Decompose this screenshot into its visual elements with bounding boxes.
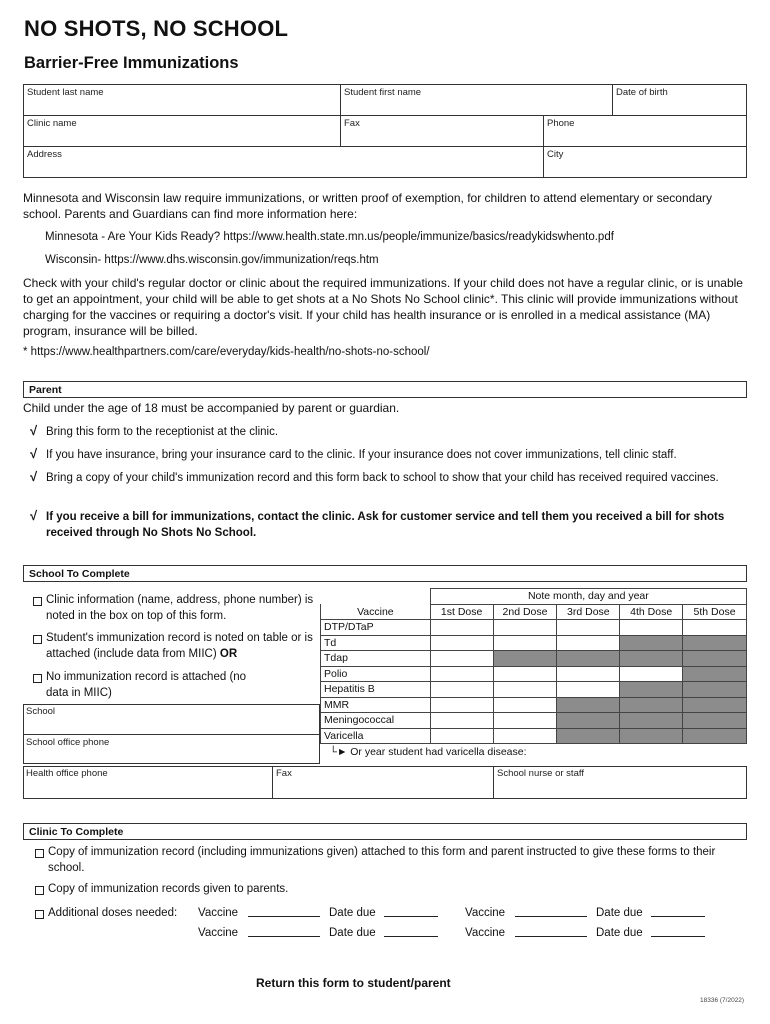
school-field[interactable]: School: [26, 706, 56, 717]
table-row: [321, 620, 747, 636]
parent-note: Child under the age of 18 must be accompanied by parent or guardian.: [23, 401, 400, 415]
checkmark-icon: √: [30, 508, 38, 523]
table-row: [321, 682, 747, 698]
dose-column-header: 1st Dose: [430, 604, 493, 620]
no-record-checkbox[interactable]: [33, 674, 42, 683]
records-given-checkbox[interactable]: [35, 886, 44, 895]
arrow-icon: └►: [329, 745, 348, 758]
clinic-option: Copy of immunization records given to parents.: [48, 883, 289, 895]
checkmark-icon: √: [30, 469, 38, 484]
clinic-info-checkbox[interactable]: [33, 597, 42, 606]
vaccine-name: DTP/DTaP: [321, 620, 431, 636]
intro-paragraph: Minnesota and Wisconsin law require immunizations, or written proof of exemption, for children to attend elementary or secondary school. Parents and Guardians can find more information here:: [23, 191, 712, 221]
clinic-paragraph: Check with your child's regular doctor or clinic about the required immunizations. If your child does not have a regular clinic, or is unable to get an appointment, your child will be able to get shots at a No Shots No School clinic*. This clinic will provide immunizations without charging for the vaccines or requiring a doctor's visit. If your child has health insurance or is enrolled in a medical assistance (MA) program, insurance will be billed.: [23, 276, 743, 338]
student-last-name-field[interactable]: Student last name: [27, 87, 104, 98]
school-option: No immunization record is attached (no data in MIIC): [46, 671, 247, 699]
clinic-heading: Clinic To Complete: [23, 823, 747, 840]
additional-doses-label: Additional doses needed:: [48, 907, 178, 919]
additional-doses-checkbox[interactable]: [35, 910, 44, 919]
student-first-name-field[interactable]: Student first name: [344, 87, 422, 98]
school-fax-field[interactable]: Fax: [276, 768, 292, 779]
table-row: [321, 651, 747, 667]
table-row: [321, 728, 747, 744]
fax-field[interactable]: Fax: [344, 118, 360, 129]
parent-item-bill: If you receive a bill for immunizations, contact the clinic. Ask for customer service and tell them you received a bill for shots received through No Shots No School.: [46, 511, 725, 539]
wisconsin-link[interactable]: Wisconsin- https://www.dhs.wisconsin.gov/immunization/reqs.htm: [45, 254, 379, 266]
table-row: [321, 697, 747, 713]
table-row: [321, 635, 747, 651]
vaccine-line[interactable]: [248, 936, 320, 937]
varicella-disease-row[interactable]: [321, 744, 747, 760]
dose-column-header: 4th Dose: [620, 604, 683, 620]
dose-column-header: 5th Dose: [683, 604, 747, 620]
checkmark-icon: √: [30, 446, 38, 461]
table-row: [321, 744, 747, 760]
date-due-label: Date due: [596, 907, 643, 919]
vaccine-name: Polio: [321, 666, 431, 682]
clinic-option: Copy of immunization record (including immunizations given) attached to this form and parent instructed to give these forms to their school.: [48, 846, 716, 874]
varicella-note: Or year student had varicella disease:: [350, 745, 527, 758]
record-attached-checkbox[interactable]: [35, 849, 44, 858]
vaccine-label: Vaccine: [465, 907, 506, 919]
clinic-name-field[interactable]: Clinic name: [27, 118, 77, 129]
page-title: NO SHOTS, NO SCHOOL: [24, 16, 289, 41]
parent-item: Bring this form to the receptionist at the clinic.: [46, 426, 279, 438]
dose-column-header: 3rd Dose: [557, 604, 620, 620]
vaccine-name: MMR: [321, 697, 431, 713]
minnesota-link[interactable]: Minnesota - Are Your Kids Ready? https://www.health.state.mn.us/people/immunize/basics/readykidswhento.pdf: [45, 231, 614, 243]
date-due-label: Date due: [596, 927, 643, 939]
footnote-link[interactable]: * https://www.healthpartners.com/care/everyday/kids-health/no-shots-no-school/: [23, 346, 430, 358]
record-noted-checkbox[interactable]: [33, 635, 42, 644]
phone-field[interactable]: Phone: [547, 118, 575, 129]
contact-row: [23, 766, 747, 799]
vaccine-name: Td: [321, 635, 431, 651]
school-option: Student's immunization record is noted on table or is attached (include data from MIIC) OR: [46, 632, 313, 660]
vaccine-column-header: Vaccine: [321, 604, 431, 620]
school-office-phone-field[interactable]: School office phone: [26, 737, 110, 748]
date-of-birth-field[interactable]: Date of birth: [616, 87, 668, 98]
address-field[interactable]: Address: [27, 149, 62, 160]
dose-column-header: 2nd Dose: [493, 604, 557, 620]
health-office-phone-field[interactable]: Health office phone: [26, 768, 108, 779]
school-nurse-field[interactable]: School nurse or staff: [497, 768, 584, 779]
form-number: 18336 (7/2022): [700, 997, 745, 1004]
header-fields-grid: [23, 84, 747, 178]
vaccine-line[interactable]: [515, 936, 587, 937]
school-option: Clinic information (name, address, phone number) is noted in the box on top of this form.: [46, 594, 314, 622]
vaccine-name: Hepatitis B: [321, 682, 431, 698]
table-row: [321, 713, 747, 729]
return-instruction: Return this form to student/parent: [256, 976, 451, 990]
city-field[interactable]: City: [547, 149, 564, 160]
note-header: Note month, day and year: [430, 589, 746, 605]
table-row: [321, 666, 747, 682]
checkmark-icon: √: [30, 423, 38, 438]
date-due-line[interactable]: [651, 936, 705, 937]
date-due-label: Date due: [329, 907, 376, 919]
parent-item: If you have insurance, bring your insurance card to the clinic. If your insurance does not cover immunizations, tell clinic staff.: [46, 449, 677, 461]
school-heading: School To Complete: [23, 565, 747, 582]
vaccine-line[interactable]: [515, 916, 587, 917]
page-subtitle: Barrier-Free Immunizations: [24, 54, 239, 72]
vaccine-name: Meningococcal: [321, 713, 431, 729]
date-due-line[interactable]: [384, 916, 438, 917]
date-due-label: Date due: [329, 927, 376, 939]
vaccine-line[interactable]: [248, 916, 320, 917]
date-due-line[interactable]: [651, 916, 705, 917]
vaccine-table: [320, 588, 747, 759]
parent-item: Bring a copy of your child's immunization record and this form back to school to show that your child has received required vaccines.: [46, 472, 719, 484]
or-text: OR: [219, 648, 238, 660]
vaccine-name: Tdap: [321, 651, 431, 667]
date-due-line[interactable]: [384, 936, 438, 937]
vaccine-label: Vaccine: [465, 927, 506, 939]
vaccine-label: Vaccine: [198, 907, 239, 919]
vaccine-name: Varicella: [321, 728, 431, 744]
vaccine-label: Vaccine: [198, 927, 239, 939]
parent-heading: Parent: [23, 381, 747, 398]
